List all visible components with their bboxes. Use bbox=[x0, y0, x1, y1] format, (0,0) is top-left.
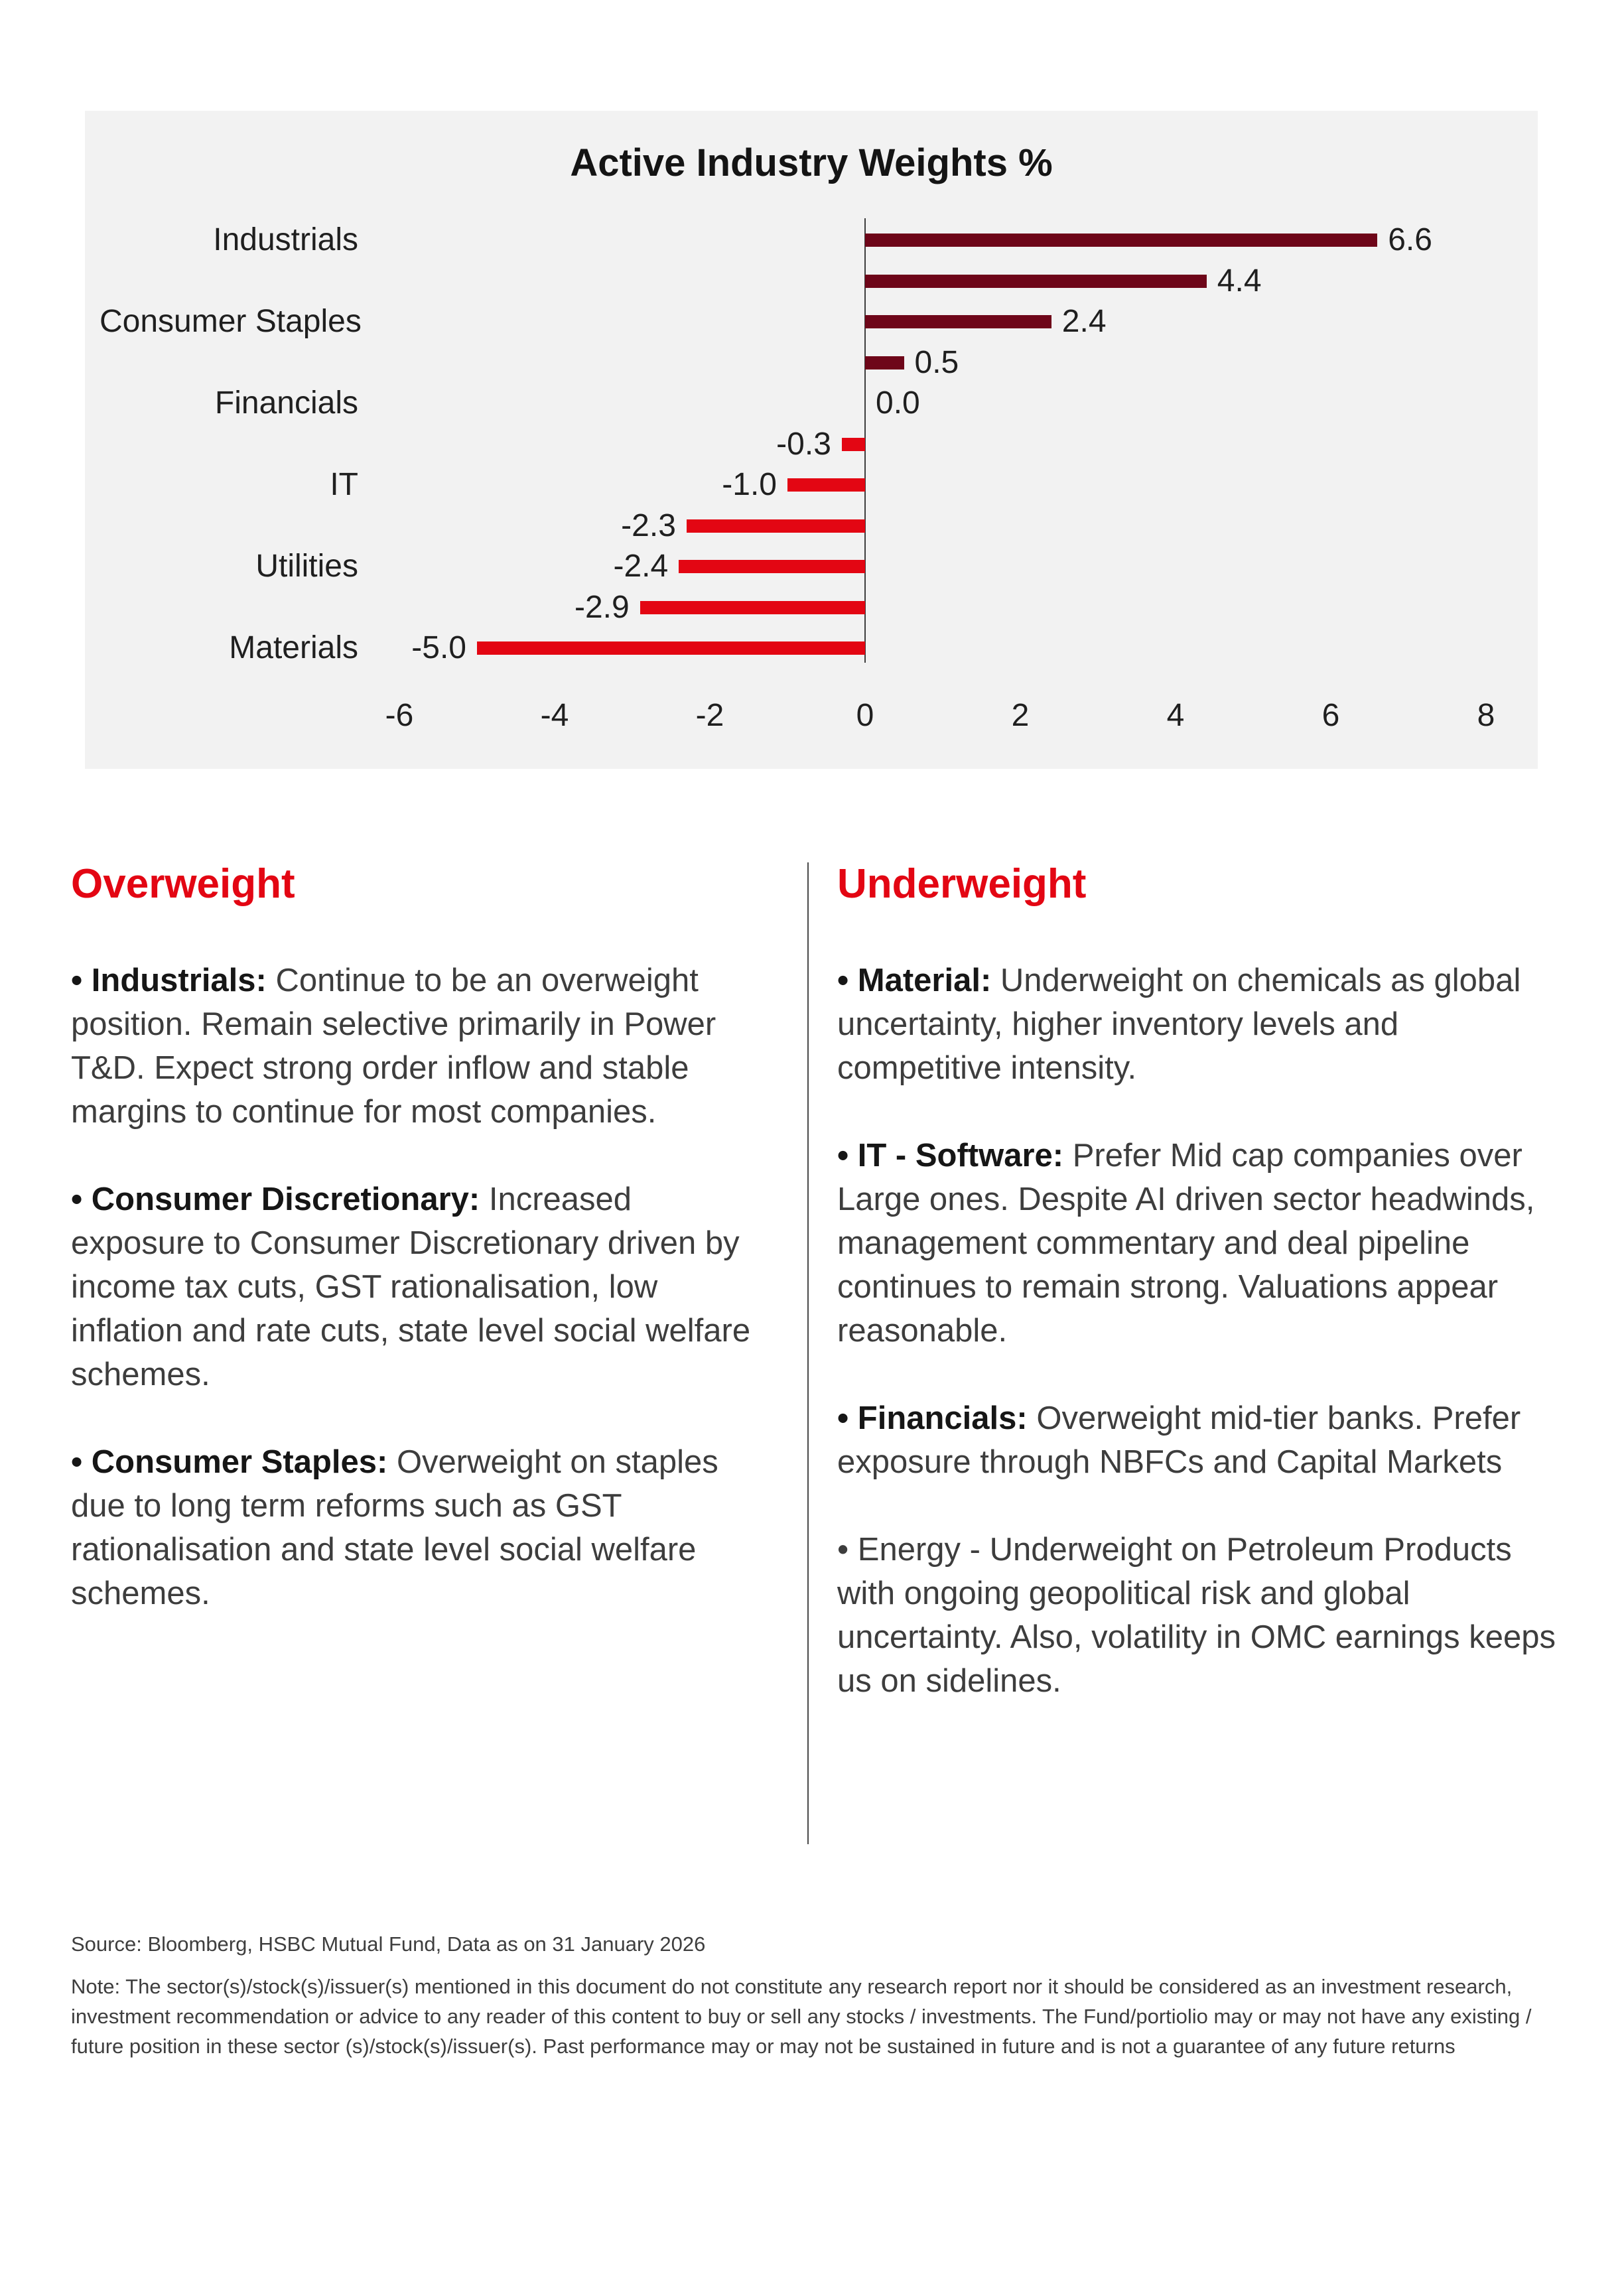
column-divider bbox=[807, 862, 809, 1844]
bar-value-label: 2.4 bbox=[1061, 304, 1107, 339]
bullet-item bbox=[837, 1528, 1560, 1703]
bullet-item bbox=[71, 1177, 764, 1396]
bar-value-label: -2.3 bbox=[621, 507, 676, 543]
bar bbox=[640, 601, 865, 614]
x-tick-label: -6 bbox=[385, 698, 414, 733]
bar bbox=[865, 315, 1051, 328]
bullet-text: Continue to be an overweight position. Remain selective primarily in Power T&D. Expect strong order inflow and stable margins to continue for most companies. bbox=[71, 963, 716, 1130]
category-label: Materials bbox=[229, 630, 358, 665]
bar-value-label: -0.3 bbox=[776, 426, 831, 462]
bar-value-label: -2.4 bbox=[613, 549, 669, 584]
bar bbox=[865, 275, 1207, 288]
bar bbox=[679, 560, 865, 573]
bullet-text: Increased exposure to Consumer Discretionary driven by income tax cuts, GST rationalisation, low inflation and rate cuts, state level social welfare schemes. bbox=[71, 1181, 751, 1392]
source-line: Source: Bloomberg, HSBC Mutual Fund, Data as on 31 January 2026 bbox=[71, 1932, 706, 1956]
bullet-label: • Consumer Discretionary: bbox=[71, 1181, 480, 1217]
bar-value-label: -1.0 bbox=[722, 467, 777, 502]
active-industry-weights-chart bbox=[85, 111, 1538, 769]
underweight-bullets bbox=[837, 959, 1560, 1703]
category-label: Industrials bbox=[213, 222, 358, 257]
bar bbox=[865, 234, 1377, 247]
bullet-text: Energy - Underweight on Petroleum Products with ongoing geopolitical risk and global uncertainty. Also, volatility in OMC earnings keeps us on sidelines. bbox=[837, 1532, 1556, 1699]
x-tick-label: 0 bbox=[856, 698, 874, 733]
bullet-label: • Material: bbox=[837, 963, 992, 998]
x-tick-label: 6 bbox=[1321, 698, 1340, 733]
bullet-label: • IT - Software: bbox=[837, 1138, 1064, 1174]
bar bbox=[842, 438, 865, 451]
bullet-item bbox=[837, 1134, 1560, 1353]
category-label: Financials bbox=[214, 385, 358, 421]
underweight-heading: Underweight bbox=[837, 861, 1087, 907]
bullet-label: • bbox=[837, 1532, 858, 1568]
bar bbox=[865, 356, 904, 370]
bar bbox=[787, 478, 865, 492]
x-tick-label: -4 bbox=[540, 698, 569, 733]
bullet-label: • Consumer Staples: bbox=[71, 1444, 388, 1480]
bullet-text: Underweight on chemicals as global uncertainty, higher inventory levels and competitive intensity. bbox=[837, 963, 1521, 1086]
category-label: IT bbox=[330, 467, 358, 502]
category-label: Consumer Staples bbox=[100, 304, 362, 339]
bullet-text: Prefer Mid cap companies over Large ones. Despite AI driven sector headwinds, management commentary and deal pipeline continues to remain strong. Valuations appear reasonable. bbox=[837, 1138, 1535, 1349]
overweight-bullets bbox=[71, 959, 764, 1615]
bullet-label: • Financials: bbox=[837, 1400, 1028, 1436]
bullet-item bbox=[71, 1440, 764, 1615]
x-tick-label: 2 bbox=[1011, 698, 1030, 733]
x-tick-label: -2 bbox=[695, 698, 724, 733]
chart-title: Active Industry Weights % bbox=[570, 141, 1053, 184]
chart-plot-area bbox=[85, 111, 1538, 769]
bullet-label: • Industrials: bbox=[71, 963, 267, 998]
x-tick-label: 4 bbox=[1166, 698, 1185, 733]
bullet-item bbox=[71, 959, 764, 1134]
bar bbox=[687, 519, 865, 533]
overweight-heading: Overweight bbox=[71, 861, 295, 907]
note-paragraph: Note: The sector(s)/stock(s)/issuer(s) mentioned in this document do not constitute any research report nor it should be considered as an investment research, investment recommendation or advice to any reader of this content to buy or sell any stocks / investments. The Fund/portiolio may or may not have any existing / future position in these sector (s)/stock(s)/issuer(s). Past performance may or may not be sustained in future and is not a guarantee of any future returns bbox=[71, 1975, 1532, 2058]
bar-value-label: 0.0 bbox=[876, 385, 920, 421]
bar-value-label: 6.6 bbox=[1388, 222, 1432, 257]
x-tick-label: 8 bbox=[1477, 698, 1495, 733]
bar-value-label: -2.9 bbox=[574, 589, 630, 625]
overweight-section bbox=[71, 860, 764, 1659]
bullet-text: Overweight mid-tier banks. Prefer exposure through NBFCs and Capital Markets bbox=[837, 1400, 1521, 1480]
bullet-text: Overweight on staples due to long term reforms such as GST rationalisation and state level social welfare schemes. bbox=[71, 1444, 718, 1611]
bullet-item bbox=[837, 1396, 1560, 1484]
bar-value-label: 0.5 bbox=[914, 344, 959, 380]
bar bbox=[477, 641, 865, 655]
bullet-item bbox=[837, 959, 1560, 1090]
category-label: Utilities bbox=[255, 549, 358, 584]
bar-value-label: -5.0 bbox=[411, 630, 466, 665]
underweight-section bbox=[837, 860, 1560, 1747]
bar-value-label: 4.4 bbox=[1217, 263, 1262, 299]
